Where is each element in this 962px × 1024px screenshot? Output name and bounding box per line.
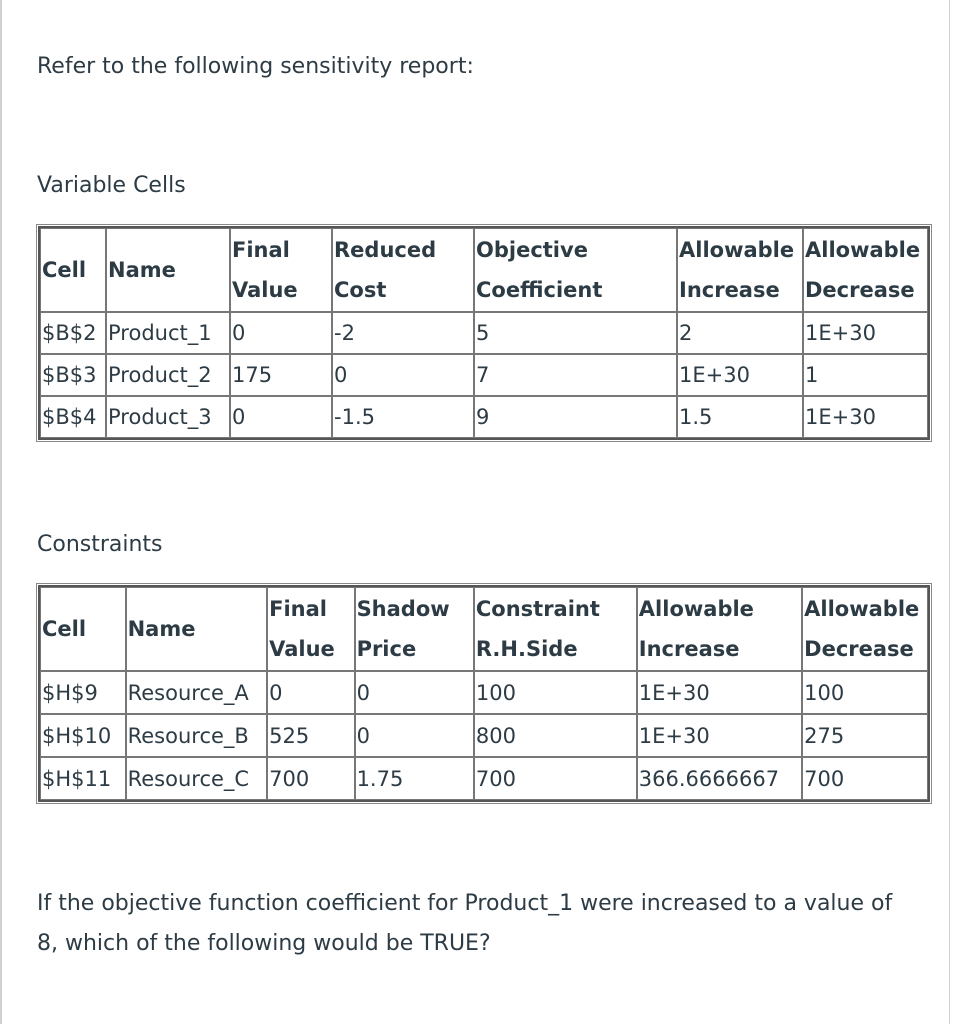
header-allowable-increase: Allowable Increase <box>677 228 803 312</box>
cell-final-value: 0 <box>230 312 332 354</box>
cell-allowable-decrease: 100 <box>802 671 928 714</box>
table-header-row <box>40 228 928 312</box>
cell-allowable-decrease: 1 <box>803 354 928 396</box>
cell-name: Resource_B <box>126 714 268 757</box>
cell-ref: $H$9 <box>40 671 126 714</box>
question-text: If the objective function coefficient for Product_1 were increased to a value of 8, which of the following would be TRUE? <box>37 891 893 956</box>
constraints-table <box>38 585 930 802</box>
header-final-value: Final Value <box>267 587 354 671</box>
cell-constraint-rhs: 800 <box>474 714 637 757</box>
intro-text: Refer to the following sensitivity report: <box>37 54 474 79</box>
cell-shadow-price: 1.75 <box>355 757 474 800</box>
cell-ref: $B$3 <box>40 354 106 396</box>
cell-objective-coefficient: 7 <box>474 354 677 396</box>
cell-allowable-decrease: 700 <box>802 757 928 800</box>
header-objective-coefficient: Objective Coefficient <box>474 228 677 312</box>
header-shadow-price: Shadow Price <box>355 587 474 671</box>
cell-objective-coefficient: 5 <box>474 312 677 354</box>
cell-name: Resource_A <box>126 671 268 714</box>
cell-final-value: 700 <box>267 757 354 800</box>
cell-reduced-cost: 0 <box>332 354 474 396</box>
table-row <box>40 312 928 354</box>
cell-ref: $B$2 <box>40 312 106 354</box>
cell-allowable-increase: 1E+30 <box>677 354 803 396</box>
cell-allowable-increase: 1E+30 <box>637 714 802 757</box>
cell-constraint-rhs: 700 <box>474 757 637 800</box>
table-row <box>40 354 928 396</box>
cell-shadow-price: 0 <box>355 671 474 714</box>
cell-constraint-rhs: 100 <box>474 671 637 714</box>
header-reduced-cost: Reduced Cost <box>332 228 474 312</box>
cell-allowable-decrease: 1E+30 <box>803 396 928 438</box>
cell-allowable-increase: 1E+30 <box>637 671 802 714</box>
header-name: Name <box>126 587 268 671</box>
variable-cells-heading: Variable Cells <box>37 173 186 198</box>
cell-objective-coefficient: 9 <box>474 396 677 438</box>
header-allowable-decrease: Allowable Decrease <box>802 587 928 671</box>
table-row <box>40 671 928 714</box>
constraints-heading: Constraints <box>37 532 163 557</box>
table-header-row <box>40 587 928 671</box>
header-allowable-decrease: Allowable Decrease <box>803 228 928 312</box>
table-row <box>40 714 928 757</box>
cell-shadow-price: 0 <box>355 714 474 757</box>
cell-allowable-increase: 366.6666667 <box>637 757 802 800</box>
cell-ref: $H$10 <box>40 714 126 757</box>
header-name: Name <box>106 228 230 312</box>
cell-allowable-decrease: 275 <box>802 714 928 757</box>
cell-final-value: 175 <box>230 354 332 396</box>
header-constraint-rhs: Constraint R.H.Side <box>474 587 637 671</box>
header-final-value: Final Value <box>230 228 332 312</box>
header-cell: Cell <box>40 587 126 671</box>
cell-name: Product_2 <box>106 354 230 396</box>
cell-name: Product_3 <box>106 396 230 438</box>
header-cell: Cell <box>40 228 106 312</box>
cell-final-value: 525 <box>267 714 354 757</box>
variable-cells-table <box>38 226 930 440</box>
cell-reduced-cost: -2 <box>332 312 474 354</box>
cell-ref: $H$11 <box>40 757 126 800</box>
header-allowable-increase: Allowable Increase <box>637 587 802 671</box>
cell-reduced-cost: -1.5 <box>332 396 474 438</box>
cell-allowable-increase: 2 <box>677 312 803 354</box>
cell-final-value: 0 <box>230 396 332 438</box>
cell-final-value: 0 <box>267 671 354 714</box>
cell-name: Product_1 <box>106 312 230 354</box>
cell-ref: $B$4 <box>40 396 106 438</box>
cell-allowable-decrease: 1E+30 <box>803 312 928 354</box>
cell-allowable-increase: 1.5 <box>677 396 803 438</box>
cell-name: Resource_C <box>126 757 268 800</box>
table-row <box>40 757 928 800</box>
table-row <box>40 396 928 438</box>
